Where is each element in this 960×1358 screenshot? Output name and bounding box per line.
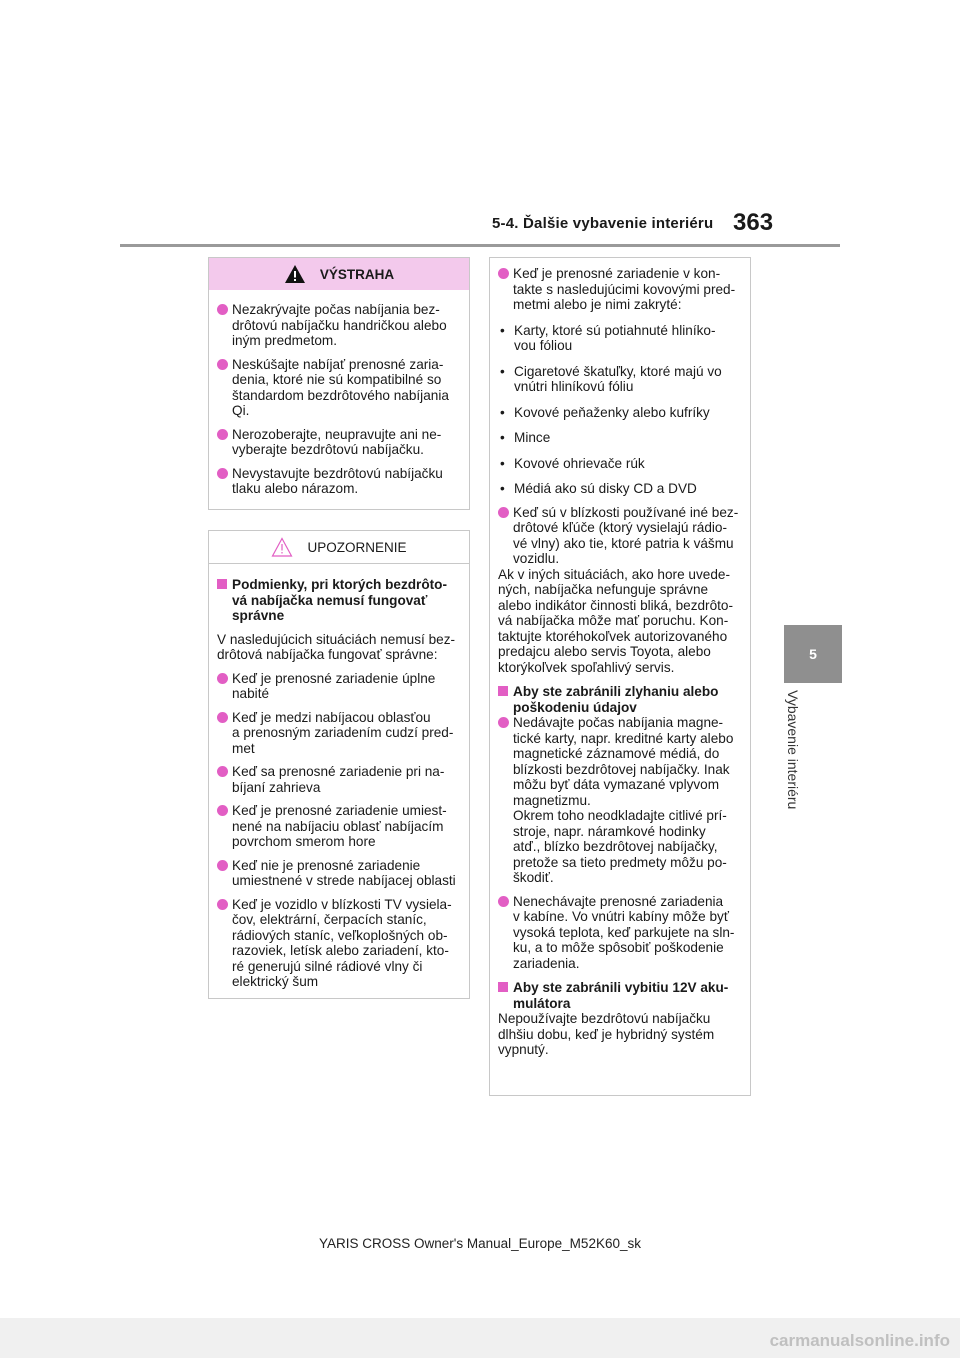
bullet-icon xyxy=(217,673,228,684)
bullet-icon xyxy=(217,304,228,315)
right-item xyxy=(498,505,742,567)
dash-item-text: Médiá ako sú disky CD a DVD xyxy=(514,481,697,496)
bullet-icon xyxy=(498,896,509,907)
dash-item: • Kovové peňaženky alebo kufríky xyxy=(500,404,710,420)
bullet-icon xyxy=(498,268,509,279)
caution-continued-box xyxy=(489,257,751,1096)
caution-header xyxy=(209,531,469,564)
caution-item xyxy=(217,710,461,757)
watermark-link[interactable]: carmanualsonline.info xyxy=(769,1331,950,1350)
caution-heading-text: Podmienky, pri ktorých bezdrôto- vá nabíjačka nemusí fungovať správne xyxy=(232,577,448,623)
bullet-icon xyxy=(498,507,509,518)
warning-item-text: Neskúšajte nabíjať prenosné zaria- denia, ktoré nie sú kompatibilné so štandardom bezdrôtového nabíjania Qi. xyxy=(232,356,449,418)
warning-item xyxy=(217,357,461,419)
right-paragraph: Ak v iných situáciách, ako hore uvede- ných, nabíjačka nefunguje správne alebo indikátor činnosti bliká, bezdrôto- vá nabíjačka môže mať poruchu. Kon- taktujte ktoréhokoľvek autorizovaného predajcu alebo servis Toyota, alebo ktorýkoľvek spoľahlivý servis. xyxy=(498,566,734,675)
dash-item: • Karty, ktoré sú potiahnuté hliníko- vou fóliou xyxy=(500,322,716,353)
caution-item-text: Keď je vozidlo v blízkosti TV vysiela- čov, elektrární, čerpacích staníc, rádiových staníc, veľkoplošných ob- razoviek, letísk alebo zariadení, kto- ré generujú silné rádiové vlny či elektrický šum xyxy=(232,896,452,989)
warning-item-text: Nevystavujte bezdrôtovú nabíjačku tlaku alebo nárazom. xyxy=(232,465,443,496)
right-subheading xyxy=(498,980,742,1011)
dash-item: • Médiá ako sú disky CD a DVD xyxy=(500,481,697,496)
bullet-icon xyxy=(217,860,228,871)
right-item xyxy=(498,266,742,313)
warning-header xyxy=(209,258,469,290)
caution-item xyxy=(217,897,461,990)
square-bullet-icon xyxy=(217,579,227,589)
chapter-label-container xyxy=(785,690,811,840)
right-item-text: Keď je prenosné zariadenie v kon- takte s nasledujúcimi kovovými pred- metmi alebo je nimi zakryté: xyxy=(513,266,736,312)
right-item xyxy=(498,894,742,972)
bullet-icon xyxy=(217,805,228,816)
bullet-icon xyxy=(217,468,228,479)
caution-item-text: Keď je prenosné zariadenie úplne nabité xyxy=(232,670,436,701)
caution-item xyxy=(217,803,461,850)
dash-item-text: Mince xyxy=(514,430,551,445)
bullet-icon xyxy=(217,899,228,910)
chapter-label: Vybavenie interiéru xyxy=(785,690,801,810)
bullet-icon xyxy=(217,766,228,777)
right-subheading-text: Aby ste zabránili vybitiu 12V aku- mulátora xyxy=(513,980,729,1011)
warning-title: VÝSTRAHA xyxy=(319,266,395,282)
caution-item-text: Keď je medzi nabíjacou oblasťou a prenosným zariadením cudzí pred- met xyxy=(232,709,454,756)
caution-item-text: Keď je prenosné zariadenie umiest- nené na nabíjaciu oblasť nabíjacím povrchom smerom hore xyxy=(232,803,447,849)
page-number: 363 xyxy=(733,209,774,236)
warning-triangle-icon xyxy=(284,264,306,284)
square-bullet-icon xyxy=(498,982,508,992)
caution-title: UPOZORNENIE xyxy=(307,539,407,555)
caution-box xyxy=(208,530,470,999)
caution-item-text: Keď sa prenosné zariadenie pri na- bíjaní zahrieva xyxy=(232,764,445,795)
caution-item-text: Keď nie je prenosné zariadenie umiestnené v strede nabíjacej oblasti xyxy=(232,857,456,888)
caution-item xyxy=(217,764,461,795)
right-item-text: Nenechávajte prenosné zariadenia v kabíne. Vo vnútri kabíny môže byť vysoká teplota, keď parkujete na sln- ku, a to môže spôsobiť poškodenie zariadenia. xyxy=(513,893,735,971)
caution-item xyxy=(217,671,461,702)
dash-item-text: Karty, ktoré sú potiahnuté hliníko- vou fóliou xyxy=(514,322,716,353)
bullet-icon xyxy=(217,712,228,723)
dash-item: • Cigaretové škatuľky, ktoré majú vo vnútri hliníkovú fóliu xyxy=(500,363,722,394)
caution-triangle-icon xyxy=(271,537,293,557)
warning-item-text: Nezakrývajte počas nabíjania bez- drôtovú nabíjačku handričkou alebo iným predmetom. xyxy=(232,302,447,348)
warning-box xyxy=(208,257,470,510)
dash-item: • Kovové ohrievače rúk xyxy=(500,455,645,471)
section-title: 5-4. Ďalšie vybavenie interiéru xyxy=(492,215,714,232)
right-item xyxy=(498,715,742,886)
square-bullet-icon xyxy=(498,686,508,696)
caution-intro: V nasledujúcich situáciách nemusí bez- drôtová nabíjačka fungovať správne: xyxy=(217,631,456,662)
caution-item xyxy=(217,858,461,889)
right-subheading xyxy=(498,684,742,715)
dash-item: • Mince xyxy=(500,430,551,445)
dash-item-text: Cigaretové škatuľky, ktoré majú vo vnútri hliníkovú fóliu xyxy=(514,363,722,394)
bullet-icon xyxy=(217,429,228,440)
chapter-tab: 5 xyxy=(784,625,842,683)
header-divider xyxy=(120,244,840,247)
bullet-icon xyxy=(217,359,228,370)
dash-item-text: Kovové ohrievače rúk xyxy=(514,455,645,471)
right-item-text: Keď sú v blízkosti používané iné bez- drôtové kľúče (ktorý vysielajú rádio- vé vlny) ako tie, ktoré patria k vášmu vozidlu. xyxy=(513,504,739,566)
footer-manual-name: YARIS CROSS Owner's Manual_Europe_M52K60_sk xyxy=(319,1236,641,1251)
warning-item-text: Nerozoberajte, neupravujte ani ne- vyberajte bezdrôtovú nabíjačku. xyxy=(232,426,442,457)
bullet-icon xyxy=(498,717,509,728)
right-subheading-text: Aby ste zabránili zlyhaniu alebo poškodeniu údajov xyxy=(513,684,719,715)
warning-item xyxy=(217,427,461,458)
warning-item xyxy=(217,466,461,497)
dash-item-text: Kovové peňaženky alebo kufríky xyxy=(514,404,710,420)
warning-item xyxy=(217,302,461,349)
right-item-text: Nedávajte počas nabíjania magne- tické karty, napr. kreditné karty alebo magnetické záznamové médiá, do blízkosti bezdrôtovej nabíjačky. Inak môžu byť dáta vymazané vplyvom magnetizmu. Okrem toho neodkladajte citlivé prí- stroje, napr. náramkové hodinky atď., blízko bezdrôtovej nabíjačky, pretože sa tieto predmety môžu po- škodiť. xyxy=(513,715,734,885)
caution-heading xyxy=(217,577,461,624)
right-paragraph: Nepoužívajte bezdrôtovú nabíjačku dlhšiu dobu, keď je hybridný systém vypnutý. xyxy=(498,1011,715,1057)
